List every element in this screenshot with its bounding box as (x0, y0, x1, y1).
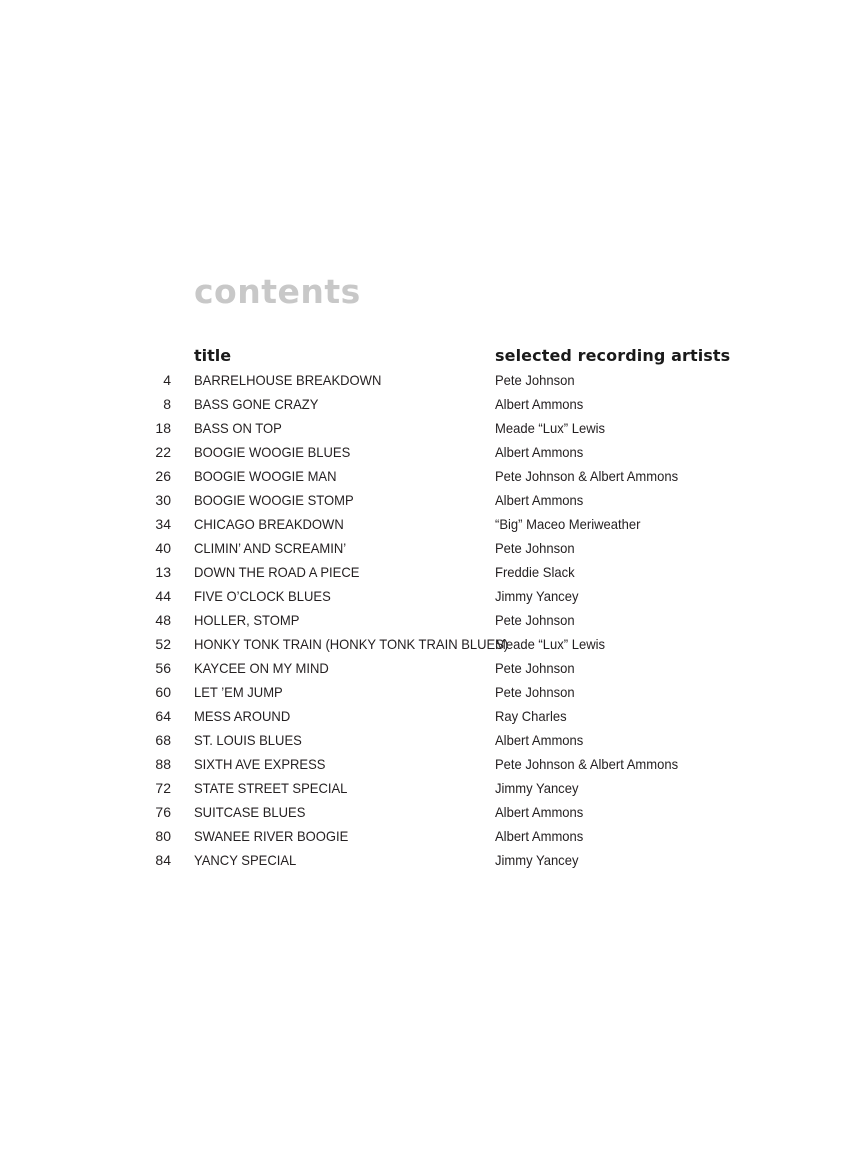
page-number: 88 (155, 756, 171, 772)
song-title: ST. LOUIS BLUES (194, 732, 302, 748)
recording-artist: Meade “Lux” Lewis (495, 636, 606, 652)
song-title: BOOGIE WOOGIE MAN (194, 468, 337, 484)
page-number: 60 (155, 684, 171, 700)
recording-artist: Pete Johnson & Albert Ammons (495, 468, 679, 484)
list-item[interactable] (0, 728, 864, 752)
list-item[interactable] (0, 608, 864, 632)
list-item[interactable] (0, 584, 864, 608)
song-title: BASS ON TOP (194, 420, 282, 436)
list-item[interactable] (0, 464, 864, 488)
page-number: 68 (155, 732, 171, 748)
song-title: BARRELHOUSE BREAKDOWN (194, 372, 382, 388)
list-item[interactable] (0, 488, 864, 512)
song-title: CHICAGO BREAKDOWN (194, 516, 344, 532)
recording-artist: Pete Johnson (495, 372, 575, 388)
song-title: SWANEE RIVER BOOGIE (194, 828, 349, 844)
page-number: 34 (155, 516, 171, 532)
page-number: 56 (155, 660, 171, 676)
recording-artist: Pete Johnson (495, 684, 575, 700)
recording-artist: Jimmy Yancey (495, 588, 579, 604)
recording-artist: Pete Johnson (495, 612, 575, 628)
page-number: 8 (163, 396, 171, 412)
page-number: 4 (163, 372, 171, 388)
page-number: 48 (155, 612, 171, 628)
contents-list (0, 368, 864, 872)
recording-artist: Pete Johnson (495, 540, 575, 556)
recording-artist: “Big” Maceo Meriweather (495, 516, 641, 532)
song-title: BOOGIE WOOGIE BLUES (194, 444, 351, 460)
song-title: DOWN THE ROAD A PIECE (194, 564, 360, 580)
song-title: CLIMIN’ AND SCREAMIN’ (194, 540, 347, 556)
page-number: 72 (155, 780, 171, 796)
recording-artist: Pete Johnson (495, 660, 575, 676)
list-item[interactable] (0, 416, 864, 440)
recording-artist: Albert Ammons (495, 732, 584, 748)
list-item[interactable] (0, 632, 864, 656)
list-item[interactable] (0, 704, 864, 728)
list-item[interactable] (0, 680, 864, 704)
page-number: 22 (155, 444, 171, 460)
recording-artist: Albert Ammons (495, 444, 584, 460)
song-title: BASS GONE CRAZY (194, 396, 319, 412)
song-title: SUITCASE BLUES (194, 804, 306, 820)
page-number: 26 (155, 468, 171, 484)
list-item[interactable] (0, 752, 864, 776)
recording-artist: Albert Ammons (495, 492, 584, 508)
title-column-header: title (194, 346, 232, 365)
list-item[interactable] (0, 656, 864, 680)
song-title: LET ’EM JUMP (194, 684, 283, 700)
song-title: FIVE O’CLOCK BLUES (194, 588, 331, 604)
list-item[interactable] (0, 560, 864, 584)
page-number: 64 (155, 708, 171, 724)
song-title: YANCY SPECIAL (194, 852, 297, 868)
artists-column-header: selected recording artists (495, 346, 731, 365)
recording-artist: Jimmy Yancey (495, 780, 579, 796)
page-number: 52 (155, 636, 171, 652)
list-item[interactable] (0, 368, 864, 392)
song-title: STATE STREET SPECIAL (194, 780, 348, 796)
page-number: 44 (155, 588, 171, 604)
list-item[interactable] (0, 848, 864, 872)
song-title: BOOGIE WOOGIE STOMP (194, 492, 354, 508)
list-item[interactable] (0, 392, 864, 416)
recording-artist: Albert Ammons (495, 396, 584, 412)
list-item[interactable] (0, 800, 864, 824)
page-number: 84 (155, 852, 171, 868)
recording-artist: Pete Johnson & Albert Ammons (495, 756, 679, 772)
list-item[interactable] (0, 776, 864, 800)
page-number: 40 (155, 540, 171, 556)
recording-artist: Albert Ammons (495, 828, 584, 844)
song-title: HOLLER, STOMP (194, 612, 300, 628)
song-title: HONKY TONK TRAIN (HONKY TONK TRAIN BLUES) (194, 636, 509, 652)
list-item[interactable] (0, 440, 864, 464)
list-item[interactable] (0, 536, 864, 560)
recording-artist: Freddie Slack (495, 564, 575, 580)
list-item[interactable] (0, 512, 864, 536)
page-number: 13 (155, 564, 171, 580)
list-item[interactable] (0, 824, 864, 848)
page-title: contents (194, 272, 361, 311)
song-title: MESS AROUND (194, 708, 291, 724)
recording-artist: Albert Ammons (495, 804, 584, 820)
page-number: 30 (155, 492, 171, 508)
song-title: SIXTH AVE EXPRESS (194, 756, 326, 772)
recording-artist: Jimmy Yancey (495, 852, 579, 868)
page-number: 80 (155, 828, 171, 844)
recording-artist: Meade “Lux” Lewis (495, 420, 606, 436)
page-number: 76 (155, 804, 171, 820)
recording-artist: Ray Charles (495, 708, 567, 724)
page-number: 18 (155, 420, 171, 436)
song-title: KAYCEE ON MY MIND (194, 660, 329, 676)
